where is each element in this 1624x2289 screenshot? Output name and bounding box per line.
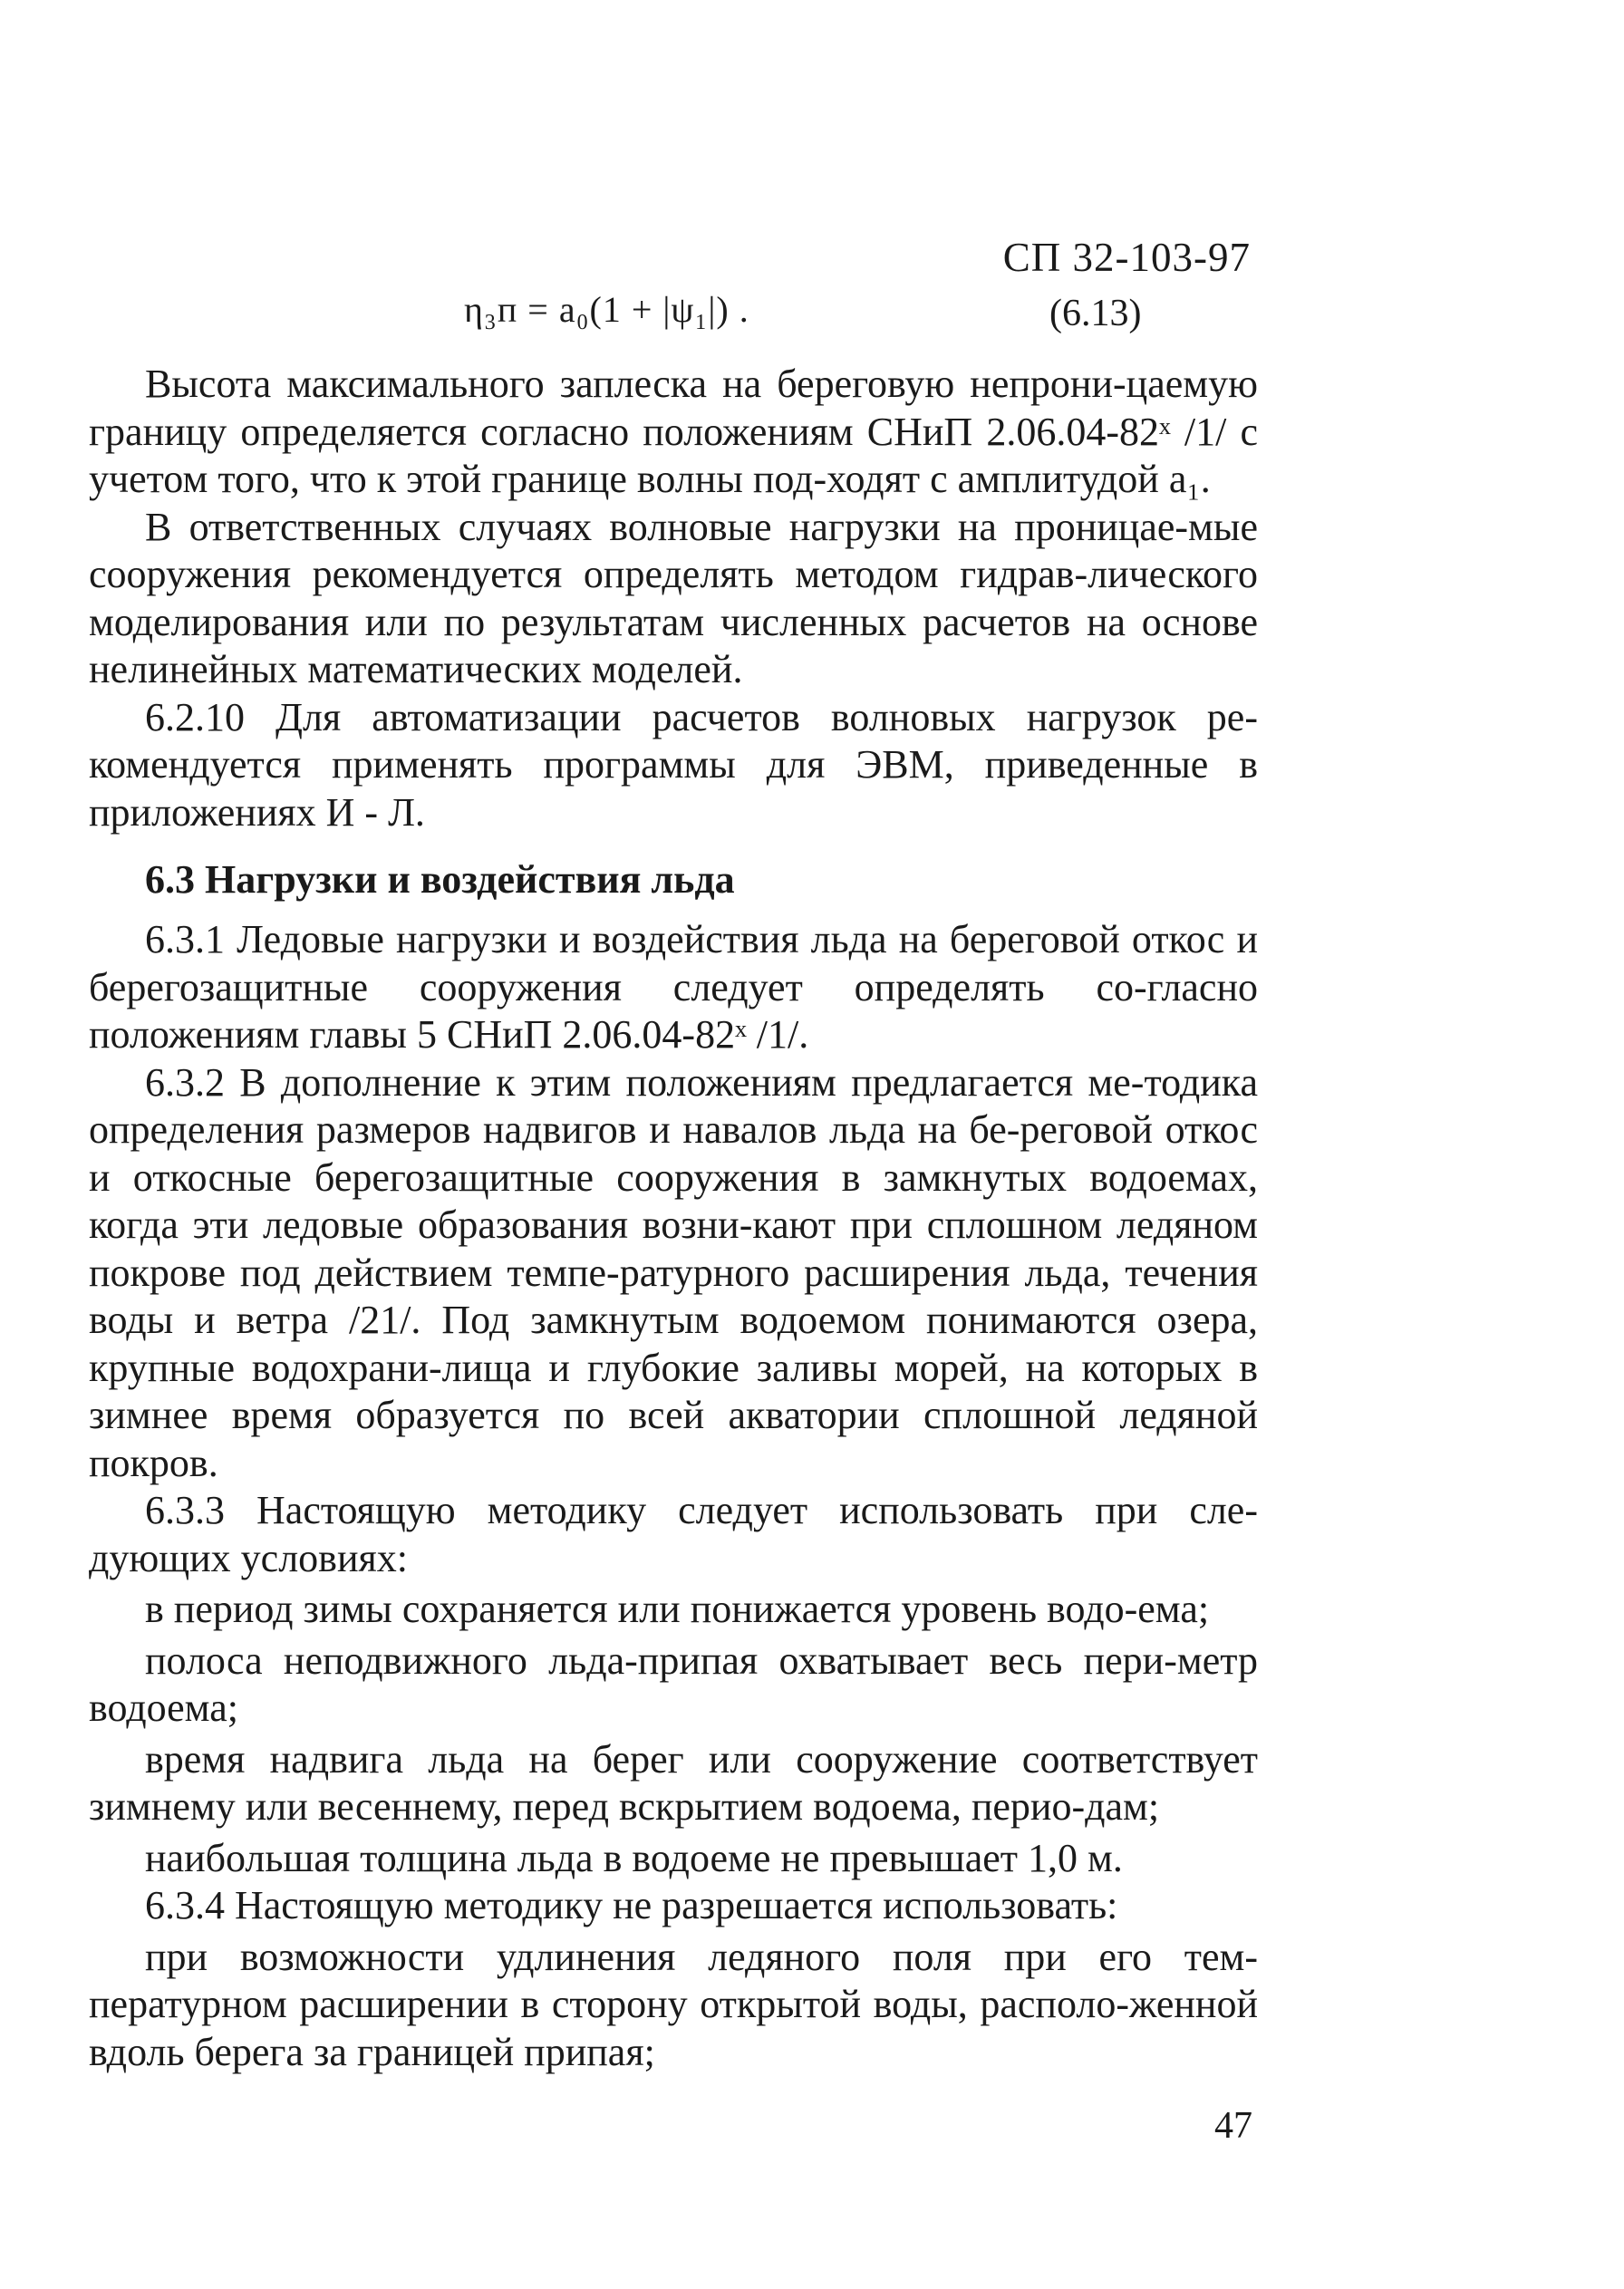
condition-item-4: наибольшая толщина льда в водоеме не превышает 1,0 м. (145, 1835, 1123, 1880)
paragraph-permeable-structures: В ответственных случаях волновые нагрузки на проницае-мые сооружения рекомендуется определять методом гидрав-лического моделирования или по результатам численных расчетов на основе нелинейных математических моделей. (89, 504, 1258, 691)
page-body (89, 361, 1258, 2076)
paragraph-6-2-10: 6.2.10 Для автоматизации расчетов волновых нагрузок ре-комендуется применять программы для ЭВМ, приведенные в приложениях И - Л. (89, 694, 1258, 835)
document-code: СП 32-103-97 (1002, 235, 1251, 280)
paragraph-6-3-3: 6.3.3 Настоящую методику следует использовать при сле-дующих условиях: (89, 1488, 1258, 1580)
section-heading-6-3: 6.3 Нагрузки и воздействия льда (145, 857, 735, 902)
condition-item-2: полоса неподвижного льда-припая охватывает весь пери-метр водоема; (89, 1637, 1258, 1730)
paragraph-6-3-1: 6.3.1 Ледовые нагрузки и воздействия льда на береговой откос и берегозащитные сооружения следует определять со-гласно положениям главы 5 СНиП 2.06.04-82ˣ /1/. (89, 917, 1258, 1057)
paragraph-6-3-2: 6.3.2 В дополнение к этим положениям предлагается ме-тодика определения размеров надвигов и навалов льда на бе-реговой откос и откосные берегозащитные сооружения в замкнутых водоемах, когда эти ледовые образования возни-кают при сплошном ледяном покрове под действием темпе-ратурного расширения льда, течения воды и ветра /21/. Под замкнутым водоемом понимаются озера, крупные водохрани-лища и глубокие заливы морей, на которых в зимнее время образуется по всей акватории сплошной ледяной покров. (89, 1059, 1258, 1485)
formula-6-13: η₃п = a₀(1 + |ψ₁|) . (464, 289, 749, 330)
page-number: 47 (1214, 2105, 1252, 2147)
condition-item-1: в период зимы сохраняется или понижается уровень водо-ема; (145, 1587, 1210, 1631)
formula-number: (6.13) (1049, 293, 1142, 334)
condition-item-3: время надвига льда на берег или сооружение соответствует зимнему или весеннему, перед вскрытием водоема, перио-дам; (89, 1736, 1258, 1829)
paragraph-6-3-4: 6.3.4 Настоящую методику не разрешается использовать: (145, 1883, 1118, 1927)
paragraph-splash-height: Высота максимального заплеска на береговую непрони-цаемую границу определяется согласно положениям СНиП 2.06.04-82ˣ /1/ с учетом того, что к этой границе волны под-ходят с амплитудой a₁. (89, 362, 1258, 501)
condition-item-5: при возможности удлинения ледяного поля при его тем-пературном расширении в сторону открытой воды, располо-женной вдоль берега за границей припая; (89, 1934, 1258, 2074)
